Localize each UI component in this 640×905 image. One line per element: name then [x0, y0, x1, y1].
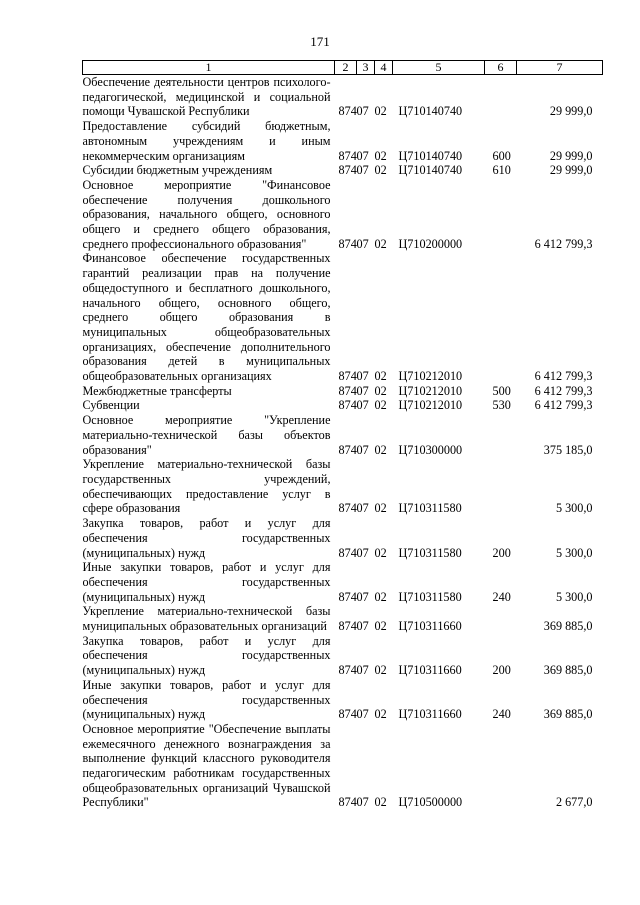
table-row: [83, 75, 603, 120]
row-amount: 369 885,0: [543, 707, 593, 722]
row-section: 07: [356, 148, 369, 163]
row-expense-type: 500: [492, 383, 511, 398]
row-expense-type: 530: [492, 398, 511, 413]
row-admin-code: 874: [338, 501, 357, 516]
row-section: 07: [356, 545, 369, 560]
row-subsection: 02: [374, 398, 387, 413]
row-section: 07: [356, 501, 369, 516]
row-target-article: Ц710500000: [398, 795, 463, 810]
row-target-article: Ц710311580: [398, 589, 462, 604]
row-amount: 5 300,0: [555, 501, 593, 516]
header-row: [83, 61, 603, 75]
table-row: [83, 457, 603, 516]
row-subsection: 02: [374, 707, 387, 722]
row-name: Основное мероприятие "Укрепление материально-технической базы объектов образования": [82, 413, 331, 457]
row-admin-code: 874: [338, 163, 357, 178]
table-row: [83, 413, 603, 457]
row-admin-code: 874: [338, 398, 357, 413]
row-expense-type: 610: [492, 163, 511, 178]
row-target-article: Ц710311660: [398, 663, 462, 678]
header-cell-3: 3: [357, 61, 375, 75]
row-subsection: 02: [374, 369, 387, 384]
row-expense-type: 200: [492, 663, 511, 678]
table-row: [83, 634, 603, 678]
header-cell-5: 5: [393, 61, 485, 75]
row-target-article: Ц710212010: [398, 398, 463, 413]
row-amount: 6 412 799,3: [534, 383, 593, 398]
row-admin-code: 874: [338, 383, 357, 398]
row-target-article: Ц710311580: [398, 501, 462, 516]
row-amount: 6 412 799,3: [534, 369, 593, 384]
table-row: [83, 384, 603, 399]
table-row: [83, 678, 603, 722]
header-cell-7: 7: [517, 61, 603, 75]
row-subsection: 02: [374, 619, 387, 634]
row-target-article: Ц710140740: [398, 104, 463, 119]
row-expense-type: [485, 251, 517, 383]
row-section: 07: [356, 589, 369, 604]
table-row: [83, 398, 603, 413]
row-section: 07: [356, 619, 369, 634]
row-expense-type: 200: [492, 545, 511, 560]
table-row: [83, 516, 603, 560]
row-name: Обеспечение деятельности центров психолого-педагогической, медицинской и социальной помощи Чувашской Республики: [82, 75, 331, 119]
row-admin-code: 874: [338, 619, 357, 634]
row-target-article: Ц710300000: [398, 442, 463, 457]
row-name: Основное мероприятие "Финансовое обеспечение получения дошкольного образования, начального общего, основного общего и среднего общего образования, среднего профессионального образования": [82, 177, 331, 251]
row-subsection: 02: [374, 383, 387, 398]
row-target-article: Ц710212010: [398, 369, 463, 384]
row-admin-code: 874: [338, 545, 357, 560]
header-cell-1: 1: [83, 61, 335, 75]
row-subsection: 02: [374, 104, 387, 119]
row-name: Финансовое обеспечение государственных гарантий реализации прав на получение общедоступного и бесплатного дошкольного, начального общего, основного общего, среднего общего образования в муниципальных общеобразовательных организациях, обеспечение дополнительного образования детей в муниципальных общеобразовательных организациях: [82, 251, 331, 384]
row-target-article: Ц710311660: [398, 619, 462, 634]
table-row: [83, 604, 603, 633]
header-cell-6: 6: [485, 61, 517, 75]
row-expense-type: 240: [492, 589, 511, 604]
row-amount: 369 885,0: [543, 663, 593, 678]
row-expense-type: [485, 413, 517, 457]
row-admin-code: 874: [338, 236, 357, 251]
row-subsection: 02: [374, 545, 387, 560]
row-amount: 2 677,0: [555, 795, 593, 810]
table-body: [83, 75, 603, 811]
row-name: Межбюджетные трансферты: [82, 383, 232, 398]
row-amount: 5 300,0: [555, 545, 593, 560]
row-section: 07: [356, 442, 369, 457]
row-target-article: Ц710311660: [398, 707, 462, 722]
row-expense-type: [485, 604, 517, 633]
header-cell-4: 4: [375, 61, 393, 75]
table-row: [83, 251, 603, 383]
row-amount: 5 300,0: [555, 589, 593, 604]
row-amount: 29 999,0: [549, 163, 593, 178]
row-target-article: Ц710212010: [398, 383, 463, 398]
row-target-article: Ц710140740: [398, 148, 463, 163]
row-name: Основное мероприятие "Обеспечение выплаты ежемесячного денежного вознаграждения за выполнение функций классного руководителя педагогическим работникам государственных общеобразовательных организаций Чувашской Республики": [82, 721, 331, 810]
row-name: Субвенции: [82, 398, 140, 413]
row-subsection: 02: [374, 442, 387, 457]
row-name: Закупка товаров, работ и услуг для обеспечения государственных (муниципальных) нужд: [82, 633, 331, 678]
row-expense-type: [485, 178, 517, 252]
row-section: 07: [356, 369, 369, 384]
header-cell-2: 2: [335, 61, 357, 75]
row-admin-code: 874: [338, 369, 357, 384]
row-subsection: 02: [374, 148, 387, 163]
table-row: [83, 560, 603, 604]
row-section: 07: [356, 707, 369, 722]
row-expense-type: 240: [492, 707, 511, 722]
table-row: [83, 722, 603, 810]
row-admin-code: 874: [338, 104, 357, 119]
table-row: [83, 163, 603, 178]
row-amount: 375 185,0: [543, 442, 593, 457]
row-name: Укрепление материально-технической базы муниципальных образовательных организаций: [82, 604, 331, 634]
row-section: 07: [356, 236, 369, 251]
row-subsection: 02: [374, 236, 387, 251]
row-admin-code: 874: [338, 148, 357, 163]
row-admin-code: 874: [338, 663, 357, 678]
row-expense-type: [485, 722, 517, 810]
row-admin-code: 874: [338, 442, 357, 457]
page-number: 171: [310, 34, 330, 49]
row-section: 07: [356, 795, 369, 810]
row-subsection: 02: [374, 663, 387, 678]
row-admin-code: 874: [338, 589, 357, 604]
row-expense-type: [485, 75, 517, 120]
row-name: Субсидии бюджетным учреждениям: [82, 163, 273, 178]
row-amount: 6 412 799,3: [534, 236, 593, 251]
table-row: [83, 178, 603, 252]
row-section: 07: [356, 663, 369, 678]
row-subsection: 02: [374, 501, 387, 516]
row-target-article: Ц710200000: [398, 236, 463, 251]
row-section: 07: [356, 398, 369, 413]
table-row: [83, 119, 603, 163]
row-subsection: 02: [374, 163, 387, 178]
row-name: Иные закупки товаров, работ и услуг для обеспечения государственных (муниципальных) нужд: [82, 560, 331, 604]
budget-table: [82, 60, 603, 810]
row-section: 07: [356, 163, 369, 178]
row-target-article: Ц710311580: [398, 545, 462, 560]
row-name: Укрепление материально-технической базы государственных учреждений, обеспечивающих предоставление услуг в сфере образования: [82, 457, 331, 516]
row-expense-type: [485, 457, 517, 516]
row-name: Предоставление субсидий бюджетным, автономным учреждениям и иным некоммерческим организациям: [82, 119, 331, 163]
row-admin-code: 874: [338, 795, 357, 810]
row-admin-code: 874: [338, 707, 357, 722]
table-header: [83, 61, 603, 75]
row-expense-type: 600: [492, 148, 511, 163]
row-amount: 6 412 799,3: [534, 398, 593, 413]
row-section: 07: [356, 383, 369, 398]
row-amount: 29 999,0: [549, 104, 593, 119]
row-amount: 29 999,0: [549, 148, 593, 163]
row-subsection: 02: [374, 795, 387, 810]
row-target-article: Ц710140740: [398, 163, 463, 178]
row-name: Иные закупки товаров, работ и услуг для обеспечения государственных (муниципальных) нужд: [82, 677, 331, 722]
row-amount: 369 885,0: [543, 619, 593, 634]
row-section: 07: [356, 104, 369, 119]
row-subsection: 02: [374, 589, 387, 604]
row-name: Закупка товаров, работ и услуг для обеспечения государственных (муниципальных) нужд: [82, 516, 331, 560]
